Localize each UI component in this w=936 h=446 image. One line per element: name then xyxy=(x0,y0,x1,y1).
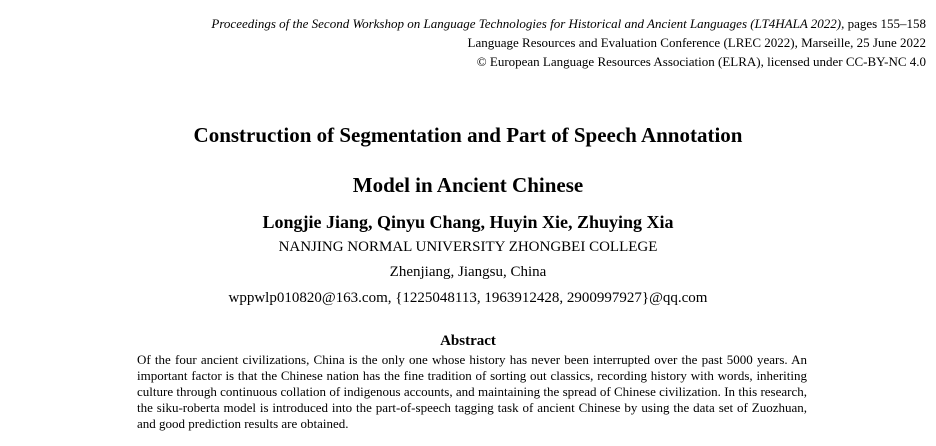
abstract-text: Of the four ancient civilizations, China is the only one whose history has never been interrupted over the past 5000 years. An important factor is that the Chinese nation has the fine tradition of sorting out classics, recording history with words, inheriting culture through continuous collation of indigenous accounts, and maintaining the spread of Chinese civilization. In this research, the siku-roberta model is introduced into the part-of-speech tagging task of ancient Chinese by using the data set of Zuozhuan, and good prediction results are obtained. xyxy=(137,352,807,431)
paper-title-line-2: Model in Ancient Chinese xyxy=(352,173,584,197)
proceedings-venue-line xyxy=(10,14,926,33)
license-line: © European Language Resources Association (ELRA), licensed under CC-BY-NC 4.0 xyxy=(476,54,926,69)
proceedings-pages: , pages 155–158 xyxy=(841,16,926,31)
conference-line: Language Resources and Evaluation Conference (LREC 2022), Marseille, 25 June 2022 xyxy=(467,35,926,50)
author-emails: wppwlp010820@163.com, {1225048113, 1963912428, 2900997927}@qq.com xyxy=(228,290,708,306)
paper-authors: Longjie Jiang, Qinyu Chang, Huyin Xie, Zhuying Xia xyxy=(262,212,674,232)
abstract-heading: Abstract xyxy=(440,333,496,349)
paper-title-line-1: Construction of Segmentation and Part of Speech Annotation xyxy=(193,123,743,147)
author-location: Zhenjiang, Jiangsu, China xyxy=(389,264,547,280)
proceedings-venue: Proceedings of the Second Workshop on Language Technologies for Historical and Ancient Languages (LT4HALA 2022) xyxy=(211,16,842,31)
proceedings-header xyxy=(10,14,926,71)
author-affiliation: NANJING NORMAL UNIVERSITY ZHONGBEI COLLEGE xyxy=(278,239,658,255)
